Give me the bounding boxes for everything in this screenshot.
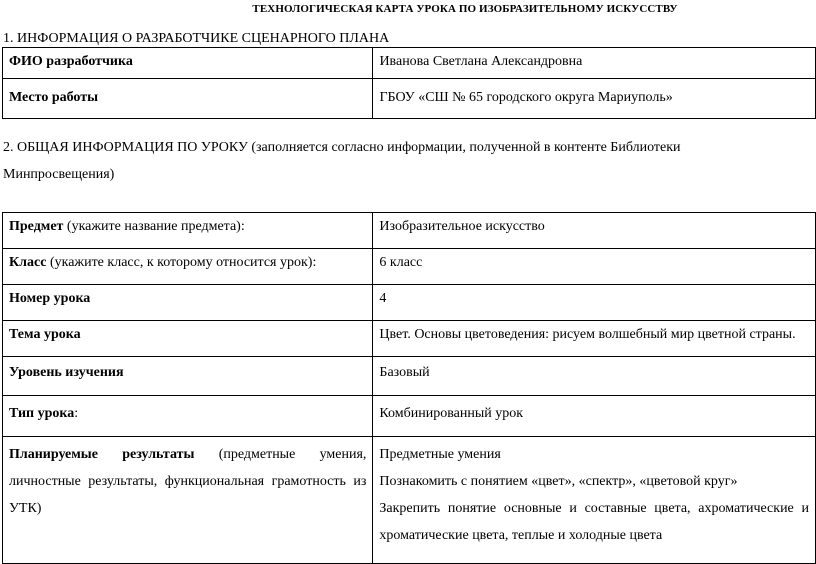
lesson-type-label-colon: : (74, 406, 79, 421)
section-2-heading: 2. ОБЩАЯ ИНФОРМАЦИЯ ПО УРОКУ (заполняется согласно информации, полученной в контенте Библиотеки Минпросвещения) (3, 140, 681, 182)
subject-value: Изобразительное искусство (373, 213, 816, 249)
developer-name-label: ФИО разработчика (3, 48, 373, 79)
results-line: Закрепить понятие основные и составные цвета, ахроматические и хроматические цвета, теплые и холодные цвета (379, 501, 809, 543)
workplace-value: ГБОУ «СШ № 65 городского округа Мариуполь» (373, 79, 816, 119)
level-value: Базовый (373, 357, 816, 396)
developer-info-table (2, 47, 816, 119)
table-row (3, 213, 816, 249)
results-line: Предметные умения (379, 447, 501, 462)
table-row (3, 79, 816, 119)
table-row (3, 357, 816, 396)
lesson-number-label: Номер урока (3, 285, 373, 321)
table-row (3, 437, 816, 564)
subject-label-bold: Предмет (9, 219, 64, 234)
planned-results-label-hint: (предметные умения, личностные результаты, функциональная грамотность из УТК) (9, 447, 367, 516)
lesson-type-value: Комбинированный урок (373, 396, 816, 437)
planned-results-value (373, 437, 816, 564)
developer-name-value: Иванова Светлана Александровна (373, 48, 816, 79)
grade-label-hint: (укажите класс, к которому относится урок): (46, 255, 317, 270)
results-line: Познакомить с понятием «цвет», «спектр», «цветовой круг» (379, 474, 738, 489)
lesson-info-table (2, 212, 816, 564)
grade-label-bold: Класс (9, 255, 47, 270)
subject-label-hint: (укажите название предмета): (63, 219, 245, 234)
subject-label (3, 213, 373, 249)
grade-label (3, 249, 373, 285)
table-row (3, 249, 816, 285)
planned-results-label-bold: Планируемые результаты (9, 447, 195, 462)
workplace-label: Место работы (3, 79, 373, 119)
level-label: Уровень изучения (3, 357, 373, 396)
planned-results-label (3, 437, 373, 564)
table-row (3, 48, 816, 79)
grade-value: 6 класс (373, 249, 816, 285)
lesson-type-label (3, 396, 373, 437)
table-row (3, 285, 816, 321)
topic-label: Тема урока (3, 321, 373, 357)
lesson-number-value: 4 (373, 285, 816, 321)
topic-value: Цвет. Основы цветоведения: рисуем волшебный мир цветной страны. (373, 321, 816, 357)
table-row (3, 321, 816, 357)
document-title: ТЕХНОЛОГИЧЕСКАЯ КАРТА УРОКА ПО ИЗОБРАЗИТЕЛЬНОМУ ИСКУССТВУ (252, 3, 678, 15)
lesson-type-label-bold: Тип урока (9, 406, 75, 421)
section-1-heading: 1. ИНФОРМАЦИЯ О РАЗРАБОТЧИКЕ СЦЕНАРНОГО ПЛАНА (3, 31, 390, 46)
table-row (3, 396, 816, 437)
